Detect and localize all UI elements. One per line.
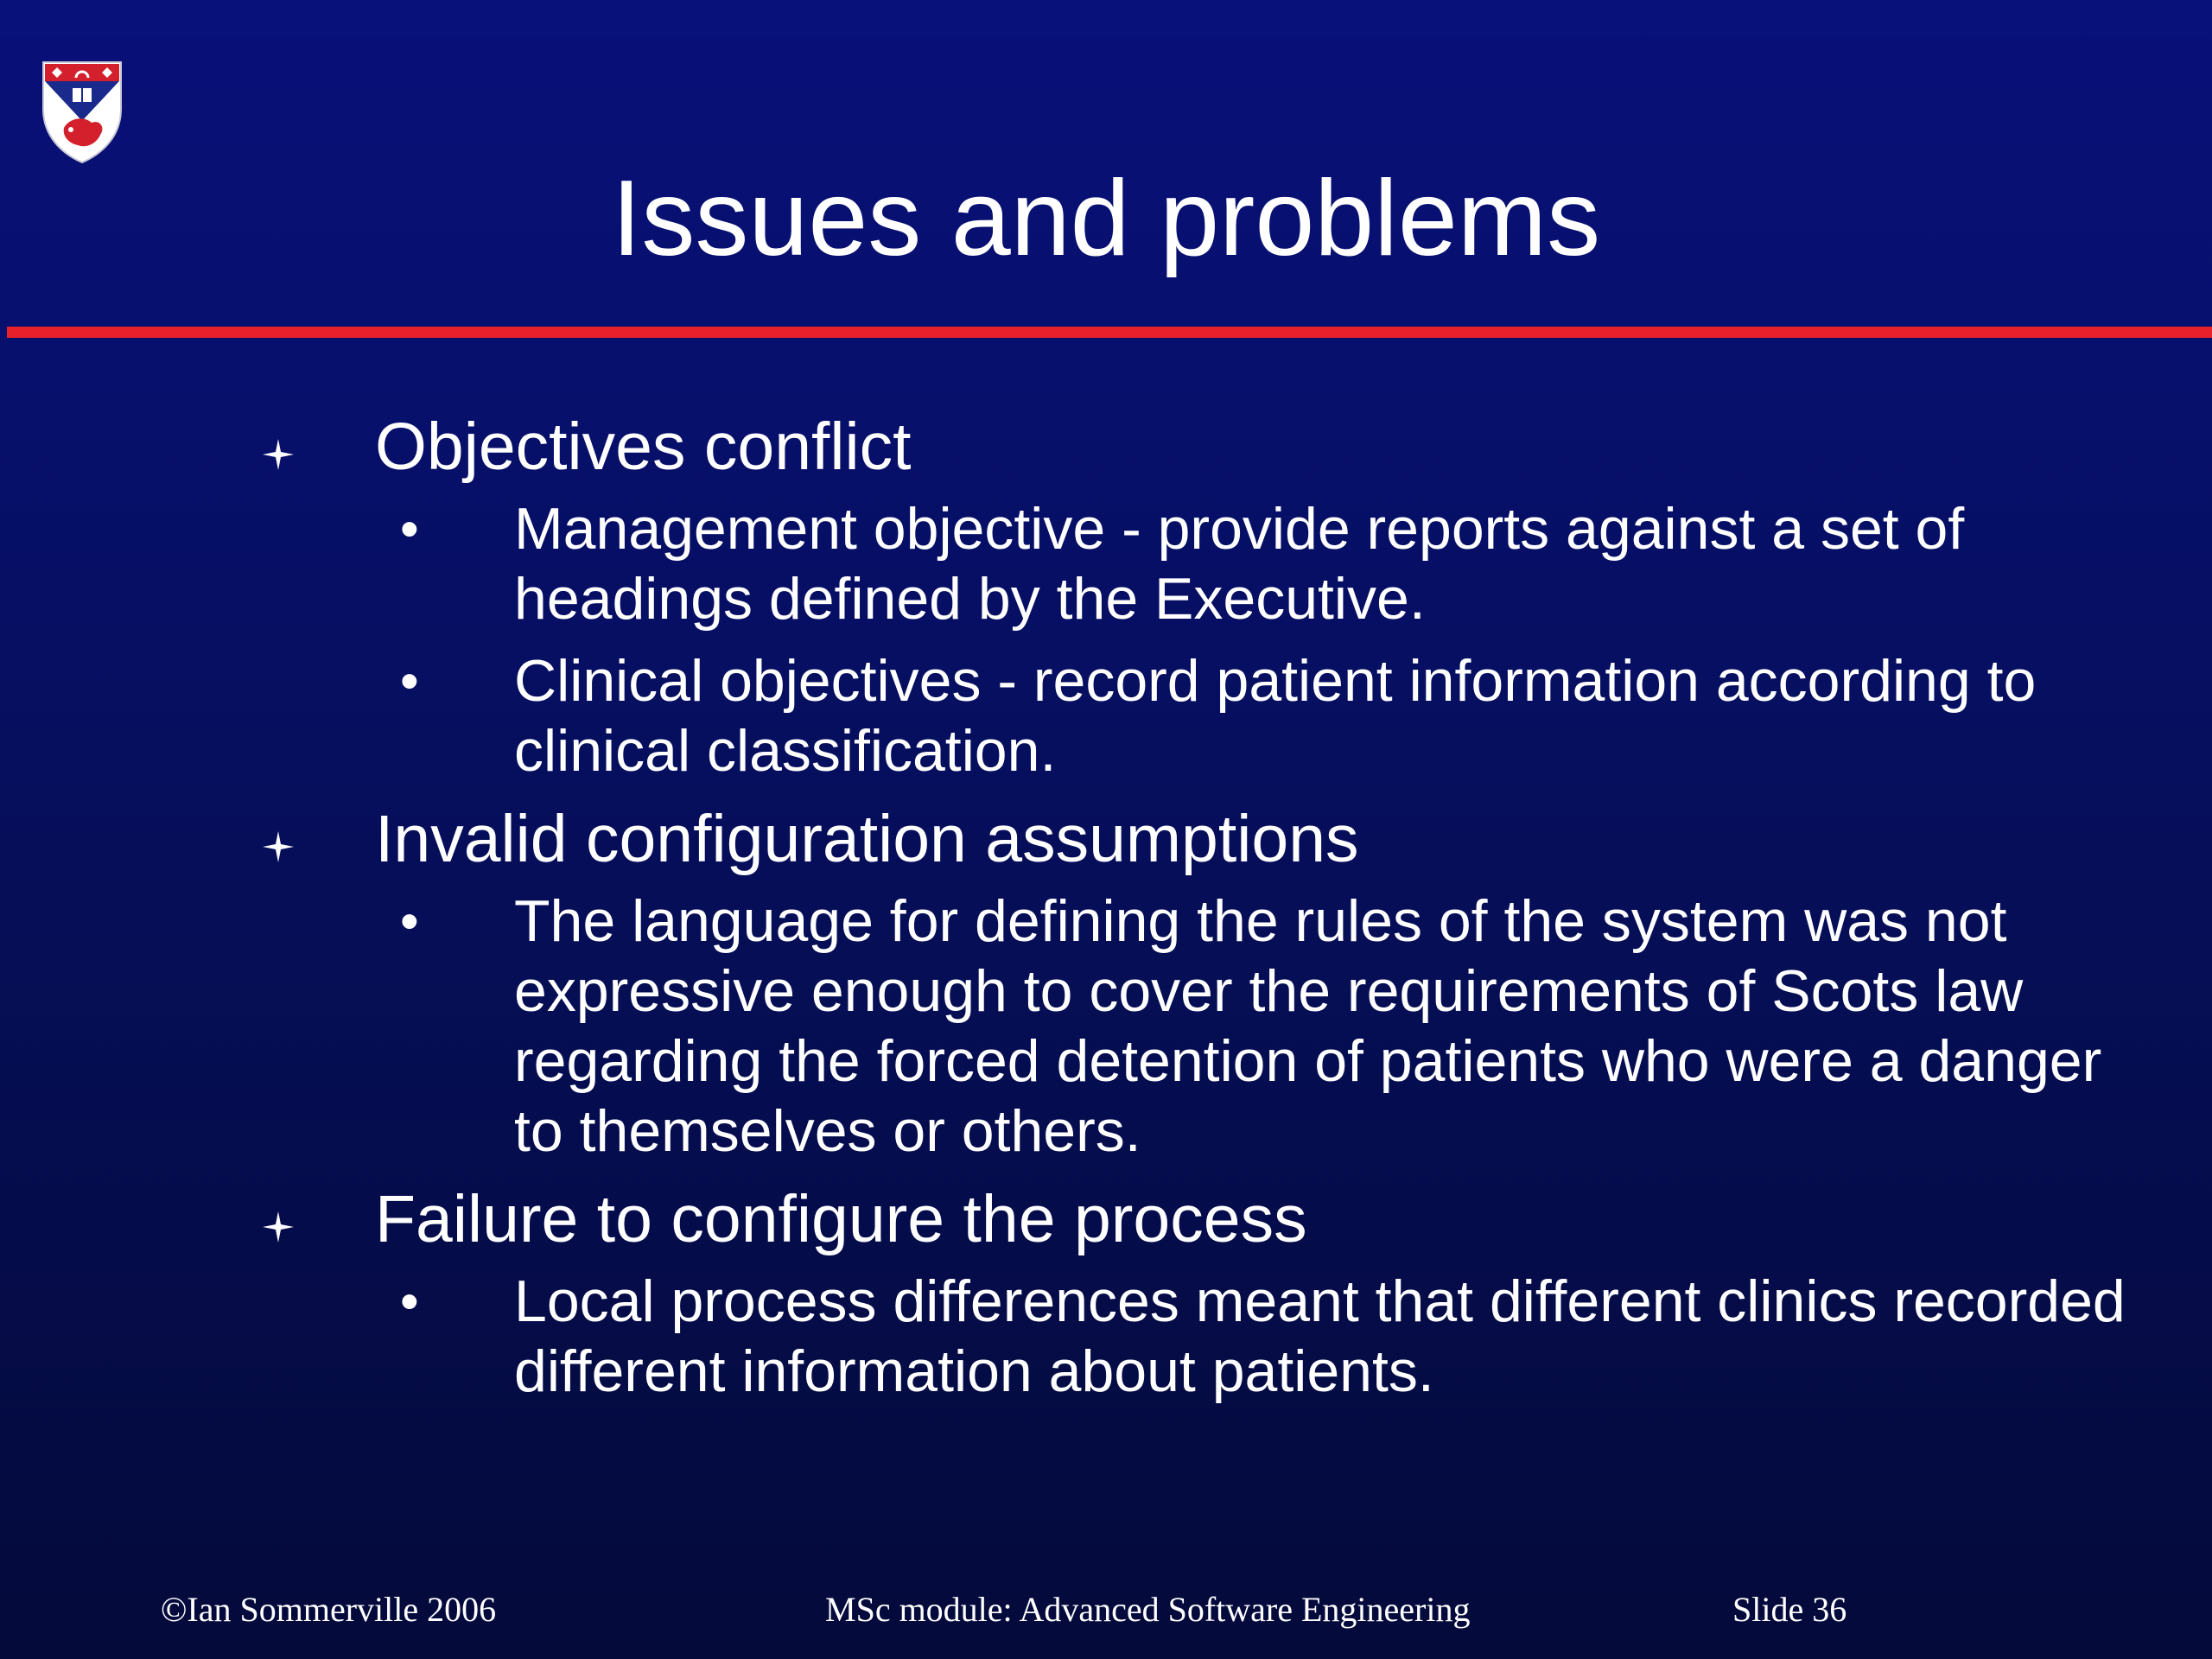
four-point-star-icon [261, 1210, 296, 1244]
four-point-star-icon [261, 830, 296, 864]
bullet-failure-to-configure [0, 1179, 2212, 1260]
sub-bullet-management-objective [0, 494, 2212, 634]
slide-title: Issues and problems [611, 159, 1601, 278]
bullet-invalid-configuration [0, 798, 2212, 880]
slide-body [0, 406, 2212, 1419]
bullet-text: Objectives conflict [375, 410, 912, 484]
footer-module: MSc module: Advanced Software Engineering [825, 1590, 1471, 1629]
bullet-dot: • [400, 499, 419, 559]
footer-slide-number: Slide 36 [1732, 1590, 1847, 1629]
footer-copyright: ©Ian Sommerville 2006 [161, 1590, 497, 1629]
sub-bullet-rules-language [0, 887, 2212, 1166]
bullet-dot: • [400, 652, 419, 711]
title-divider [7, 327, 2212, 338]
bullet-dot: • [400, 1272, 419, 1332]
sub-bullet-text: Clinical objectives - record patient information according to clinical classification. [514, 648, 2037, 784]
bullet-objectives-conflict [0, 406, 2212, 487]
sub-bullet-local-process [0, 1267, 2212, 1407]
sub-bullet-text: Local process differences meant that different clinics recorded different information about patients. [514, 1268, 2126, 1404]
sub-bullet-text: Management objective - provide reports against a set of headings defined by the Executive. [514, 496, 1965, 632]
bullet-text: Failure to configure the process [375, 1182, 1307, 1256]
bullet-text: Invalid configuration assumptions [375, 802, 1359, 876]
university-crest-icon [40, 59, 124, 164]
sub-bullet-clinical-objectives [0, 646, 2212, 786]
four-point-star-icon [261, 437, 296, 472]
bullet-dot: • [400, 892, 419, 951]
sub-bullet-text: The language for defining the rules of the system was not expressive enough to cover the requirements of Scots law regarding the forced detention of patients who were a danger to themselves or others. [514, 888, 2102, 1164]
